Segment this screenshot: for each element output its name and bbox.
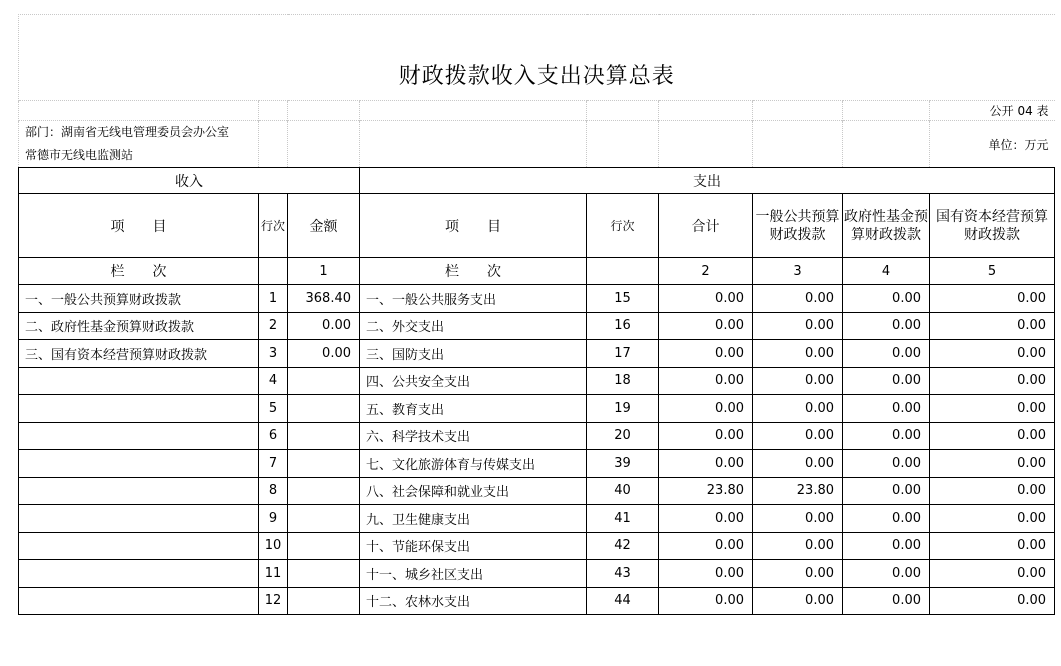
- general-value: 23.80: [753, 477, 843, 505]
- total-value: 23.80: [659, 477, 753, 505]
- expense-row-no: 15: [587, 285, 659, 313]
- soe-value: 0.00: [930, 285, 1055, 313]
- income-row-no: 5: [259, 395, 288, 423]
- income-amount: [288, 450, 360, 478]
- expense-row-no: 43: [587, 560, 659, 588]
- table-row: [19, 395, 1055, 423]
- expense-item-header: 项 目: [360, 194, 587, 258]
- expense-item: 一、一般公共服务支出: [360, 285, 587, 313]
- income-row-no: 10: [259, 532, 288, 560]
- table-row: [19, 450, 1055, 478]
- total-value: 0.00: [659, 395, 753, 423]
- soe-value: 0.00: [930, 587, 1055, 615]
- total-value: 0.00: [659, 312, 753, 340]
- general-value: 0.00: [753, 395, 843, 423]
- income-amount: 0.00: [288, 312, 360, 340]
- table-row: [19, 285, 1055, 313]
- income-item: [19, 477, 259, 505]
- expense-lanci-label: 栏 次: [360, 258, 587, 285]
- general-value: 0.00: [753, 422, 843, 450]
- fund-value: 0.00: [843, 285, 930, 313]
- general-value: 0.00: [753, 532, 843, 560]
- income-row-no: 8: [259, 477, 288, 505]
- income-header: 收入: [19, 168, 360, 194]
- expense-item: 十、节能环保支出: [360, 532, 587, 560]
- income-amount: 0.00: [288, 340, 360, 368]
- income-item: 一、一般公共预算财政拨款: [19, 285, 259, 313]
- expense-row-no: 16: [587, 312, 659, 340]
- income-row-no: 12: [259, 587, 288, 615]
- income-row-no: 9: [259, 505, 288, 533]
- fund-value: 0.00: [843, 367, 930, 395]
- soe-value: 0.00: [930, 505, 1055, 533]
- general-value: 0.00: [753, 312, 843, 340]
- expense-header: 支出: [360, 168, 1055, 194]
- total-value: 0.00: [659, 422, 753, 450]
- report-table: [18, 14, 1055, 615]
- total-value: 0.00: [659, 505, 753, 533]
- income-item: [19, 505, 259, 533]
- expense-item: 四、公共安全支出: [360, 367, 587, 395]
- expense-row-no: 39: [587, 450, 659, 478]
- fund-value: 0.00: [843, 312, 930, 340]
- income-amount: [288, 560, 360, 588]
- expense-row-no: 44: [587, 587, 659, 615]
- income-amount: [288, 532, 360, 560]
- soe-value: 0.00: [930, 367, 1055, 395]
- soe-value: 0.00: [930, 560, 1055, 588]
- total-value: 0.00: [659, 450, 753, 478]
- form-number: 公开 04 表: [930, 101, 1055, 121]
- income-amount: [288, 477, 360, 505]
- income-amount: 368.40: [288, 285, 360, 313]
- total-value: 0.00: [659, 367, 753, 395]
- table-row: [19, 560, 1055, 588]
- total-header: 合计: [659, 194, 753, 258]
- expense-item: 十二、农林水支出: [360, 587, 587, 615]
- table-row: [19, 422, 1055, 450]
- expense-row-no: 17: [587, 340, 659, 368]
- col-index-1: 1: [288, 258, 360, 285]
- total-value: 0.00: [659, 340, 753, 368]
- general-value: 0.00: [753, 285, 843, 313]
- income-row-no: 6: [259, 422, 288, 450]
- income-row-no: 1: [259, 285, 288, 313]
- income-item: [19, 532, 259, 560]
- table-body: [19, 168, 1055, 615]
- income-row-no: 4: [259, 367, 288, 395]
- table-row: [19, 340, 1055, 368]
- col-index-2: 2: [659, 258, 753, 285]
- total-value: 0.00: [659, 285, 753, 313]
- expense-row-no: 20: [587, 422, 659, 450]
- general-budget-header: 一般公共预算财政拨款: [753, 194, 843, 258]
- col-index-3: 3: [753, 258, 843, 285]
- expense-row-no: 42: [587, 532, 659, 560]
- fund-value: 0.00: [843, 587, 930, 615]
- soe-value: 0.00: [930, 340, 1055, 368]
- income-amount: [288, 367, 360, 395]
- expense-rowno-header: 行次: [587, 194, 659, 258]
- soe-value: 0.00: [930, 395, 1055, 423]
- income-item: [19, 450, 259, 478]
- income-item: [19, 560, 259, 588]
- soe-value: 0.00: [930, 450, 1055, 478]
- income-row-no: 11: [259, 560, 288, 588]
- general-value: 0.00: [753, 505, 843, 533]
- total-value: 0.00: [659, 532, 753, 560]
- table-row: [19, 505, 1055, 533]
- col-index-5: 5: [930, 258, 1055, 285]
- income-lanci-label: 栏 次: [19, 258, 259, 285]
- income-row-no: 7: [259, 450, 288, 478]
- income-item: [19, 587, 259, 615]
- expense-row-no: 18: [587, 367, 659, 395]
- department-info: [19, 121, 259, 168]
- department-name: 常德市无线电监测站: [25, 148, 134, 162]
- expense-item: 九、卫生健康支出: [360, 505, 587, 533]
- table-row: [19, 312, 1055, 340]
- fund-value: 0.00: [843, 560, 930, 588]
- expense-row-no: 41: [587, 505, 659, 533]
- income-row-no: 2: [259, 312, 288, 340]
- fund-value: 0.00: [843, 395, 930, 423]
- soe-value: 0.00: [930, 312, 1055, 340]
- income-amount: [288, 422, 360, 450]
- general-value: 0.00: [753, 450, 843, 478]
- expense-item: 八、社会保障和就业支出: [360, 477, 587, 505]
- income-amount-header: 金额: [288, 194, 360, 258]
- fund-budget-header: 政府性基金预算财政拨款: [843, 194, 930, 258]
- expense-item: 七、文化旅游体育与传媒支出: [360, 450, 587, 478]
- unit-label: 单位：万元: [930, 121, 1055, 168]
- expense-item: 十一、城乡社区支出: [360, 560, 587, 588]
- department-label: 部门：湖南省无线电管理委员会办公室: [25, 125, 230, 139]
- fund-value: 0.00: [843, 505, 930, 533]
- report-title: 财政拨款收入支出决算总表: [19, 15, 1055, 101]
- soe-value: 0.00: [930, 532, 1055, 560]
- fund-value: 0.00: [843, 340, 930, 368]
- income-item: [19, 422, 259, 450]
- soe-value: 0.00: [930, 477, 1055, 505]
- table-row: [19, 367, 1055, 395]
- income-item-header: 项 目: [19, 194, 259, 258]
- expense-item: 三、国防支出: [360, 340, 587, 368]
- fund-value: 0.00: [843, 450, 930, 478]
- fund-value: 0.00: [843, 422, 930, 450]
- income-rowno-header: 行次: [259, 194, 288, 258]
- general-value: 0.00: [753, 560, 843, 588]
- income-item: 三、国有资本经营预算财政拨款: [19, 340, 259, 368]
- col-index-4: 4: [843, 258, 930, 285]
- general-value: 0.00: [753, 340, 843, 368]
- income-item: [19, 395, 259, 423]
- fund-value: 0.00: [843, 532, 930, 560]
- expense-item: 六、科学技术支出: [360, 422, 587, 450]
- income-amount: [288, 505, 360, 533]
- expense-row-no: 40: [587, 477, 659, 505]
- report-sheet: [18, 14, 1054, 610]
- income-item: 二、政府性基金预算财政拨款: [19, 312, 259, 340]
- income-amount: [288, 587, 360, 615]
- general-value: 0.00: [753, 367, 843, 395]
- total-value: 0.00: [659, 560, 753, 588]
- total-value: 0.00: [659, 587, 753, 615]
- income-amount: [288, 395, 360, 423]
- expense-item: 五、教育支出: [360, 395, 587, 423]
- expense-row-no: 19: [587, 395, 659, 423]
- soe-budget-header: 国有资本经营预算财政拨款: [930, 194, 1055, 258]
- expense-item: 二、外交支出: [360, 312, 587, 340]
- table-row: [19, 532, 1055, 560]
- soe-value: 0.00: [930, 422, 1055, 450]
- table-row: [19, 587, 1055, 615]
- income-item: [19, 367, 259, 395]
- general-value: 0.00: [753, 587, 843, 615]
- income-row-no: 3: [259, 340, 288, 368]
- table-row: [19, 477, 1055, 505]
- fund-value: 0.00: [843, 477, 930, 505]
